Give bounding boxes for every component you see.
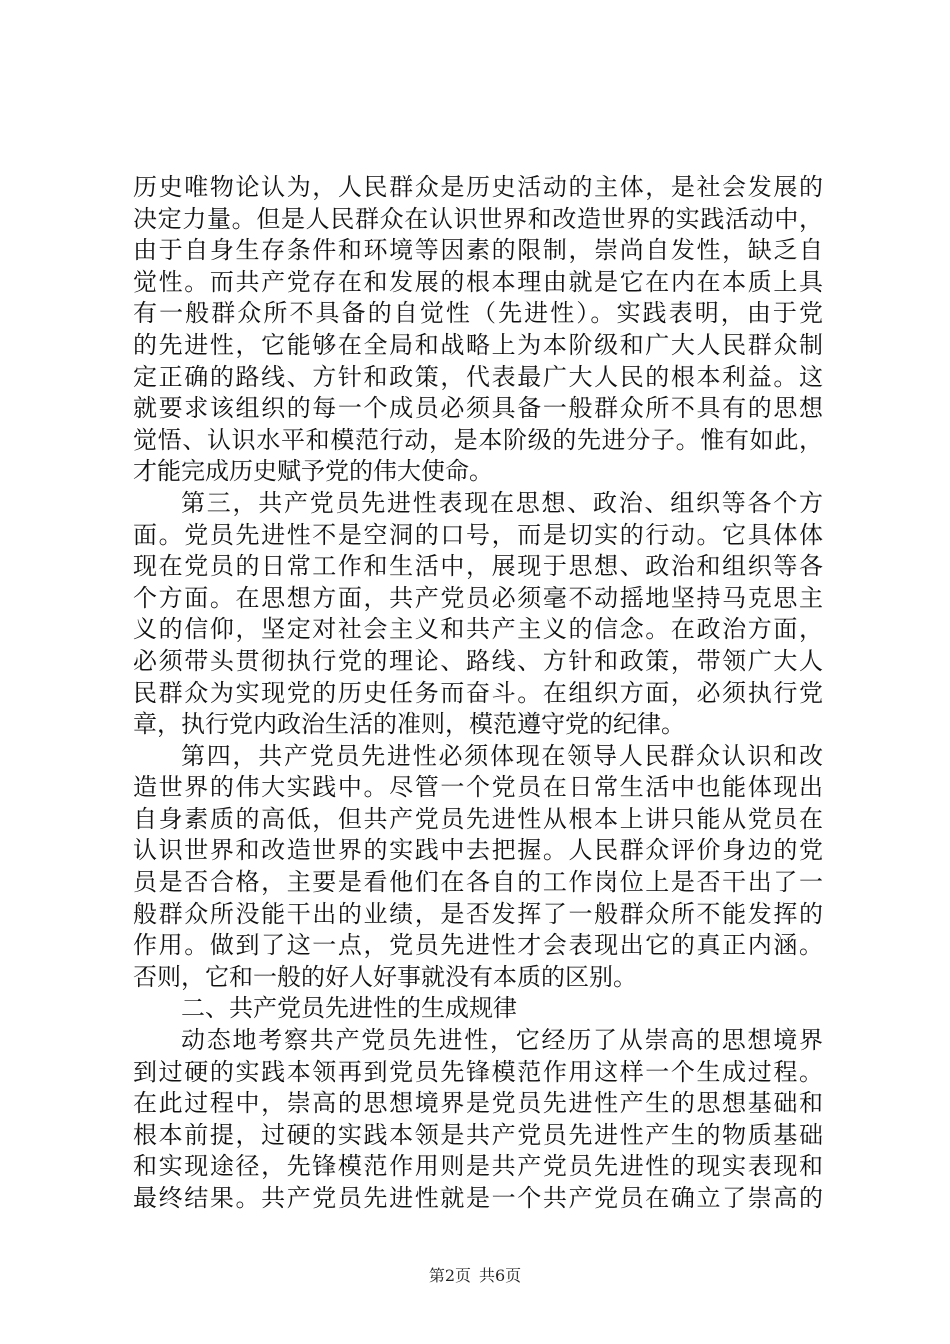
text-line: 自身素质的高低，但共产党员先进性从根本上讲只能从党员在	[133, 804, 823, 833]
paragraph	[133, 1025, 823, 1215]
page-number: 第2页	[428, 1266, 471, 1285]
text-line: 就要求该组织的每一个成员必须具备一般群众所不具有的思想	[133, 394, 823, 423]
paragraph	[133, 993, 823, 1025]
text-line: 般群众所没能干出的业绩，是否发挥了一般群众所不能发挥的	[133, 899, 823, 928]
text-line: 最终结果。共产党员先进性就是一个共产党员在确立了崇高的	[133, 1184, 823, 1212]
text-line: 现在党员的日常工作和生活中，展现于思想、政治和组织等各	[133, 552, 823, 581]
document-body	[133, 172, 823, 1215]
text-line: 有一般群众所不具备的自觉性（先进性）。实践表明，由于党	[133, 299, 823, 328]
text-line: 面。党员先进性不是空洞的口号，而是切实的行动。它具体体	[133, 520, 823, 549]
text-line: 民群众为实现党的历史任务而奋斗。在组织方面，必须执行党	[133, 678, 823, 707]
text-line: 章，执行党内政治生活的准则，模范遵守党的纪律。	[133, 710, 685, 739]
text-line: 定正确的路线、方针和政策，代表最广大人民的根本利益。这	[133, 362, 823, 391]
text-line: 否则，它和一般的好人好事就没有本质的区别。	[133, 962, 637, 991]
text-line: 二、共产党员先进性的生成规律	[181, 994, 517, 1023]
text-line: 第四，共产党员先进性必须体现在领导人民群众认识和改	[181, 741, 823, 770]
text-line: 历史唯物论认为，人民群众是历史活动的主体，是社会发展的	[133, 173, 823, 201]
text-line: 的先进性，它能够在全局和战略上为本阶级和广大人民群众制	[133, 330, 823, 359]
text-line: 由于自身生存条件和环境等因素的限制，崇尚自发性，缺乏自	[133, 236, 823, 265]
page-footer	[0, 1266, 950, 1286]
text-line: 个方面。在思想方面，共产党员必须毫不动摇地坚持马克思主	[133, 583, 823, 612]
text-line: 义的信仰，坚定对社会主义和共产主义的信念。在政治方面，	[133, 615, 823, 644]
paragraph	[133, 741, 823, 994]
text-line: 员是否合格，主要是看他们在各自的工作岗位上是否干出了一	[133, 868, 823, 897]
text-line: 认识世界和改造世界的实践中去把握。人民群众评价身边的党	[133, 836, 823, 865]
text-line: 在此过程中，崇高的思想境界是党员先进性产生的思想基础和	[133, 1089, 823, 1118]
text-line: 觉性。而共产党存在和发展的根本理由就是它在内在本质上具	[133, 267, 823, 296]
text-line: 作用。做到了这一点，党员先进性才会表现出它的真正内涵。	[133, 931, 823, 960]
text-line: 和实现途径，先锋模范作用则是共产党员先进性的现实表现和	[133, 1152, 823, 1181]
text-line: 动态地考察共产党员先进性，它经历了从崇高的思想境界	[181, 1026, 823, 1055]
paragraph	[133, 172, 823, 488]
text-line: 决定力量。但是人民群众在认识世界和改造世界的实践活动中，	[133, 204, 823, 233]
text-line: 第三，共产党员先进性表现在思想、政治、组织等各个方	[181, 488, 823, 517]
text-line: 必须带头贯彻执行党的理论、路线、方针和政策，带领广大人	[133, 646, 823, 675]
page-total: 共6页	[479, 1266, 522, 1285]
text-line: 到过硬的实践本领再到党员先锋模范作用这样一个生成过程。	[133, 1057, 823, 1086]
text-line: 才能完成历史赋予党的伟大使命。	[133, 457, 493, 486]
paragraph	[133, 488, 823, 741]
text-line: 根本前提，过硬的实践本领是共产党员先进性产生的物质基础	[133, 1120, 823, 1149]
text-line: 造世界的伟大实践中。尽管一个党员在日常生活中也能体现出	[133, 773, 823, 802]
text-line: 觉悟、认识水平和模范行动，是本阶级的先进分子。惟有如此，	[133, 425, 823, 454]
